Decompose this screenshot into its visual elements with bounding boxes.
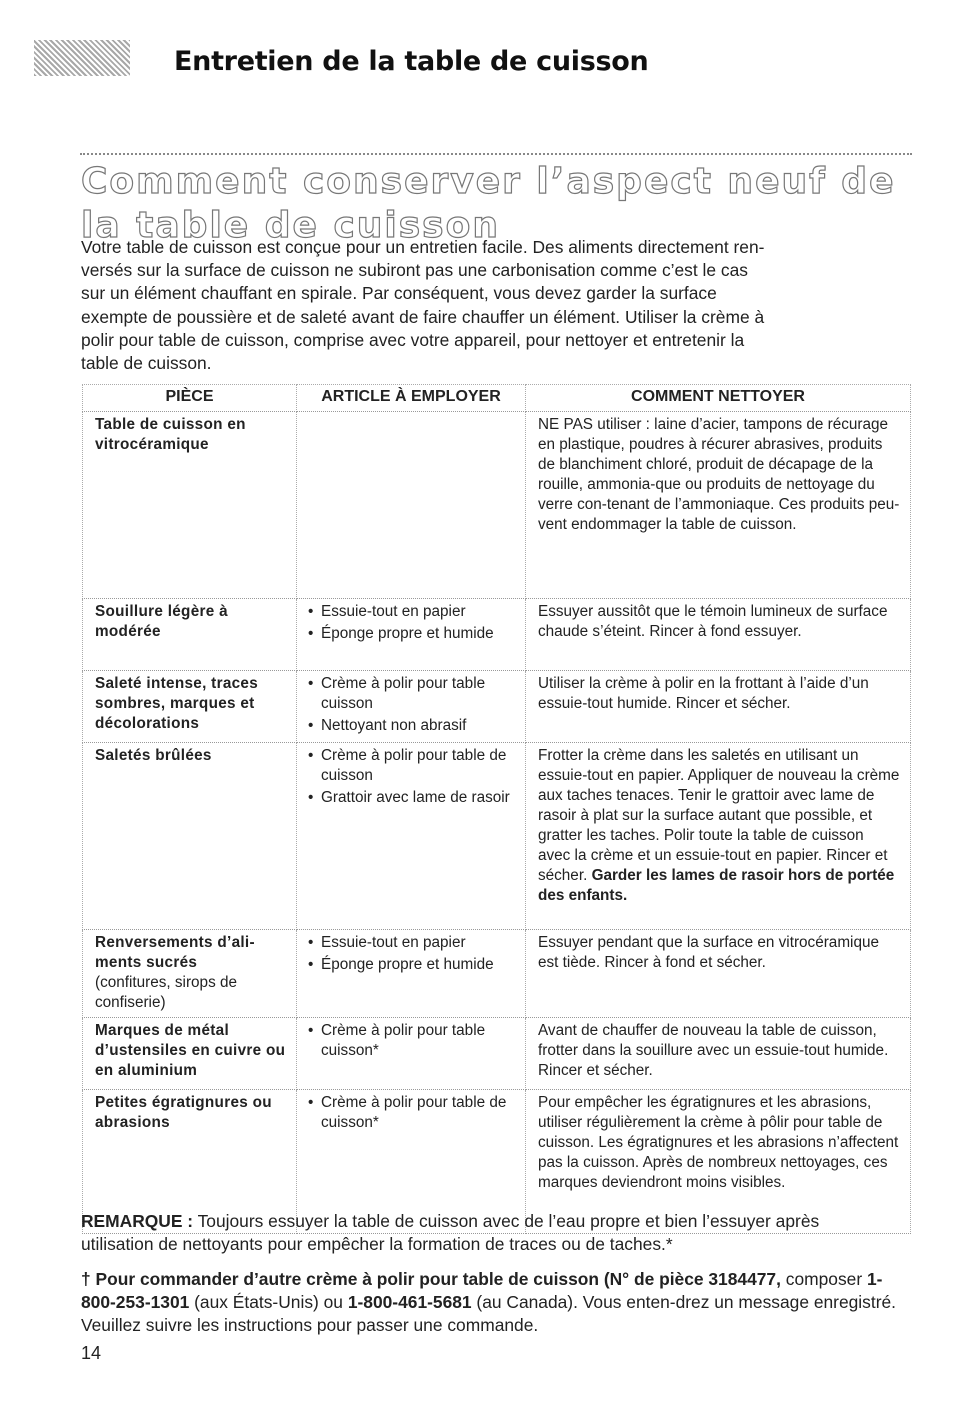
article-list xyxy=(307,602,519,644)
cell-how-to-clean xyxy=(526,599,911,671)
column-header-how: COMMENT NETTOYER xyxy=(526,385,911,412)
cell-articles xyxy=(297,1018,526,1090)
cell-piece xyxy=(83,743,297,930)
cleaning-table xyxy=(82,384,911,1234)
cell-articles xyxy=(297,599,526,671)
order-text-2: (aux États-Unis) ou xyxy=(189,1292,348,1313)
page-number: 14 xyxy=(81,1343,102,1363)
intro-paragraph: Votre table de cuisson est conçue pour un entretien facile. Des aliments directement ren- versés sur la surface de cuisson ne subiront pas une carbonisation comme c’est le cas sur un élément chauffant en spirale. Par conséquent, vous devez garder la surface exempte de poussière et de saleté avant de faire chauffer un élément. Utiliser la crème à polir pour table de cuisson, comprise avec votre appareil, pour nettoyer et entretenir la table de cuisson. xyxy=(81,237,765,374)
table-header-row xyxy=(83,385,911,412)
phone-canada: 1-800-461-5681 xyxy=(347,1292,472,1313)
article-item: • Crème à polir pour table de cuisson xyxy=(307,746,519,786)
how-to-clean-text: Utiliser la crème à polir en la frottant à l’aide d’un essuie-tout humide. Rincer et sécher. xyxy=(538,675,869,712)
article-item: • Crème à polir pour table cuisson xyxy=(307,674,519,714)
cell-how-to-clean xyxy=(526,671,911,743)
how-to-clean-text: NE PAS utiliser : laine d’acier, tampons de récurage en plastique, poudres à récurer abrasives, produits de blanchiment chloré, produit de décapage de la rouille, ammonia-que ou produits de nettoyage du verre con-tenant de l’ammoniaque. Ces produits peu-vent endommager la table de cuisson. xyxy=(538,416,900,533)
cell-piece xyxy=(83,412,297,599)
cell-articles xyxy=(297,930,526,1018)
header-logo xyxy=(34,40,130,76)
table-row xyxy=(83,1018,911,1090)
article-item: • Essuie-tout en papier xyxy=(307,602,519,622)
how-to-clean-text: Essuyer aussitôt que le témoin lumineux de surface chaude s’éteint. Rincer à fond essuyer. xyxy=(538,603,888,640)
table-row xyxy=(83,671,911,743)
cell-articles xyxy=(297,743,526,930)
table-row xyxy=(83,743,911,930)
cell-piece xyxy=(83,599,297,671)
piece-label: Table de cuisson en vitrocéramique xyxy=(95,416,246,453)
article-item: • Éponge propre et humide xyxy=(307,955,519,975)
piece-label: Saletés brûlées xyxy=(95,747,212,764)
order-note xyxy=(81,1268,901,1338)
column-header-article: ARTICLE À EMPLOYER xyxy=(297,385,526,412)
article-list xyxy=(307,746,519,808)
remark-note xyxy=(81,1210,896,1256)
column-header-piece: PIÈCE xyxy=(83,385,297,412)
section-title: Comment conserver l’aspect neuf de la table de cuisson xyxy=(81,161,896,246)
article-item: • Éponge propre et humide xyxy=(307,624,519,644)
article-list xyxy=(307,674,519,736)
article-item: • Crème à polir pour table cuisson* xyxy=(307,1021,519,1061)
remark-text: Toujours essuyer la table de cuisson avec de l’eau propre et bien l’essuyer après utilisation de nettoyants pour empêcher la formation de traces ou de taches.* xyxy=(81,1211,820,1255)
article-item: • Grattoir avec lame de rasoir xyxy=(307,788,519,808)
piece-label: Petites égratignures ou abrasions xyxy=(95,1094,272,1131)
safety-warning: Garder les lames de rasoir hors de portée des enfants. xyxy=(538,867,895,904)
how-to-clean-text: Pour empêcher les égratignures et les abrasions, utiliser régulièrement la crème à pôlir pour table de cuisson. Les égratignures et les abrasions n’affectent pas la cuisson. Après de nombreux nettoyages, ces marques deviendront moins visibles. xyxy=(538,1094,899,1191)
cell-how-to-clean xyxy=(526,743,911,930)
piece-note: (confitures, sirops de confiserie) xyxy=(95,974,237,1011)
remark-label: REMARQUE : xyxy=(81,1211,194,1231)
table-row xyxy=(83,930,911,1018)
cell-piece xyxy=(83,1018,297,1090)
divider xyxy=(80,153,912,155)
article-item: • Essuie-tout en papier xyxy=(307,933,519,953)
cell-articles xyxy=(297,671,526,743)
how-to-clean-text: Avant de chauffer de nouveau la table de cuisson, frotter dans la souillure avec un essuie-tout humide. Rincer et sécher. xyxy=(538,1022,889,1079)
phone-us: 1-800-253-1301 xyxy=(81,1269,883,1313)
piece-label: Renversements d’ali-ments sucrés xyxy=(95,934,255,971)
article-item: • Crème à polir pour table de cuisson* xyxy=(307,1093,519,1133)
piece-label: Marques de métal d’ustensiles en cuivre ou en aluminium xyxy=(95,1022,286,1079)
piece-label: Saleté intense, traces sombres, marques et décolorations xyxy=(95,675,259,732)
table-row xyxy=(83,412,911,599)
order-text-3: (au Canada). Vous enten-drez un message enregistré. Veuillez suivre les instructions pour passer une commande. xyxy=(81,1292,896,1336)
cell-piece xyxy=(83,671,297,743)
cell-articles xyxy=(297,412,526,599)
cell-how-to-clean xyxy=(526,930,911,1018)
article-list xyxy=(307,933,519,975)
cell-piece xyxy=(83,930,297,1018)
table-row xyxy=(83,599,911,671)
order-text-1: composer xyxy=(780,1269,867,1289)
how-to-clean-text: Frotter la crème dans les saletés en utilisant un essuie-tout en papier. Appliquer de nouveau la crème aux taches tenaces. Tenir le grattoir avec lame de rasoir à plat sur la surface autant que possible, et gratter les taches. Polir toute la table de cuisson avec la crème et un essuie-tout en papier. Rincer et sécher. xyxy=(538,747,900,884)
order-intro: † Pour commander d’autre crème à polir pour table de cuisson (N° de pièce 3184477, xyxy=(81,1269,781,1289)
article-list xyxy=(307,1093,519,1133)
article-list xyxy=(307,1021,519,1061)
cell-how-to-clean xyxy=(526,412,911,599)
how-to-clean-text: Essuyer pendant que la surface en vitrocéramique est tiède. Rincer à fond et sécher. xyxy=(538,934,879,971)
piece-label: Souillure légère à modérée xyxy=(95,603,228,640)
article-item: • Nettoyant non abrasif xyxy=(307,716,519,736)
page-title: Entretien de la table de cuisson xyxy=(174,46,649,77)
cell-how-to-clean xyxy=(526,1018,911,1090)
